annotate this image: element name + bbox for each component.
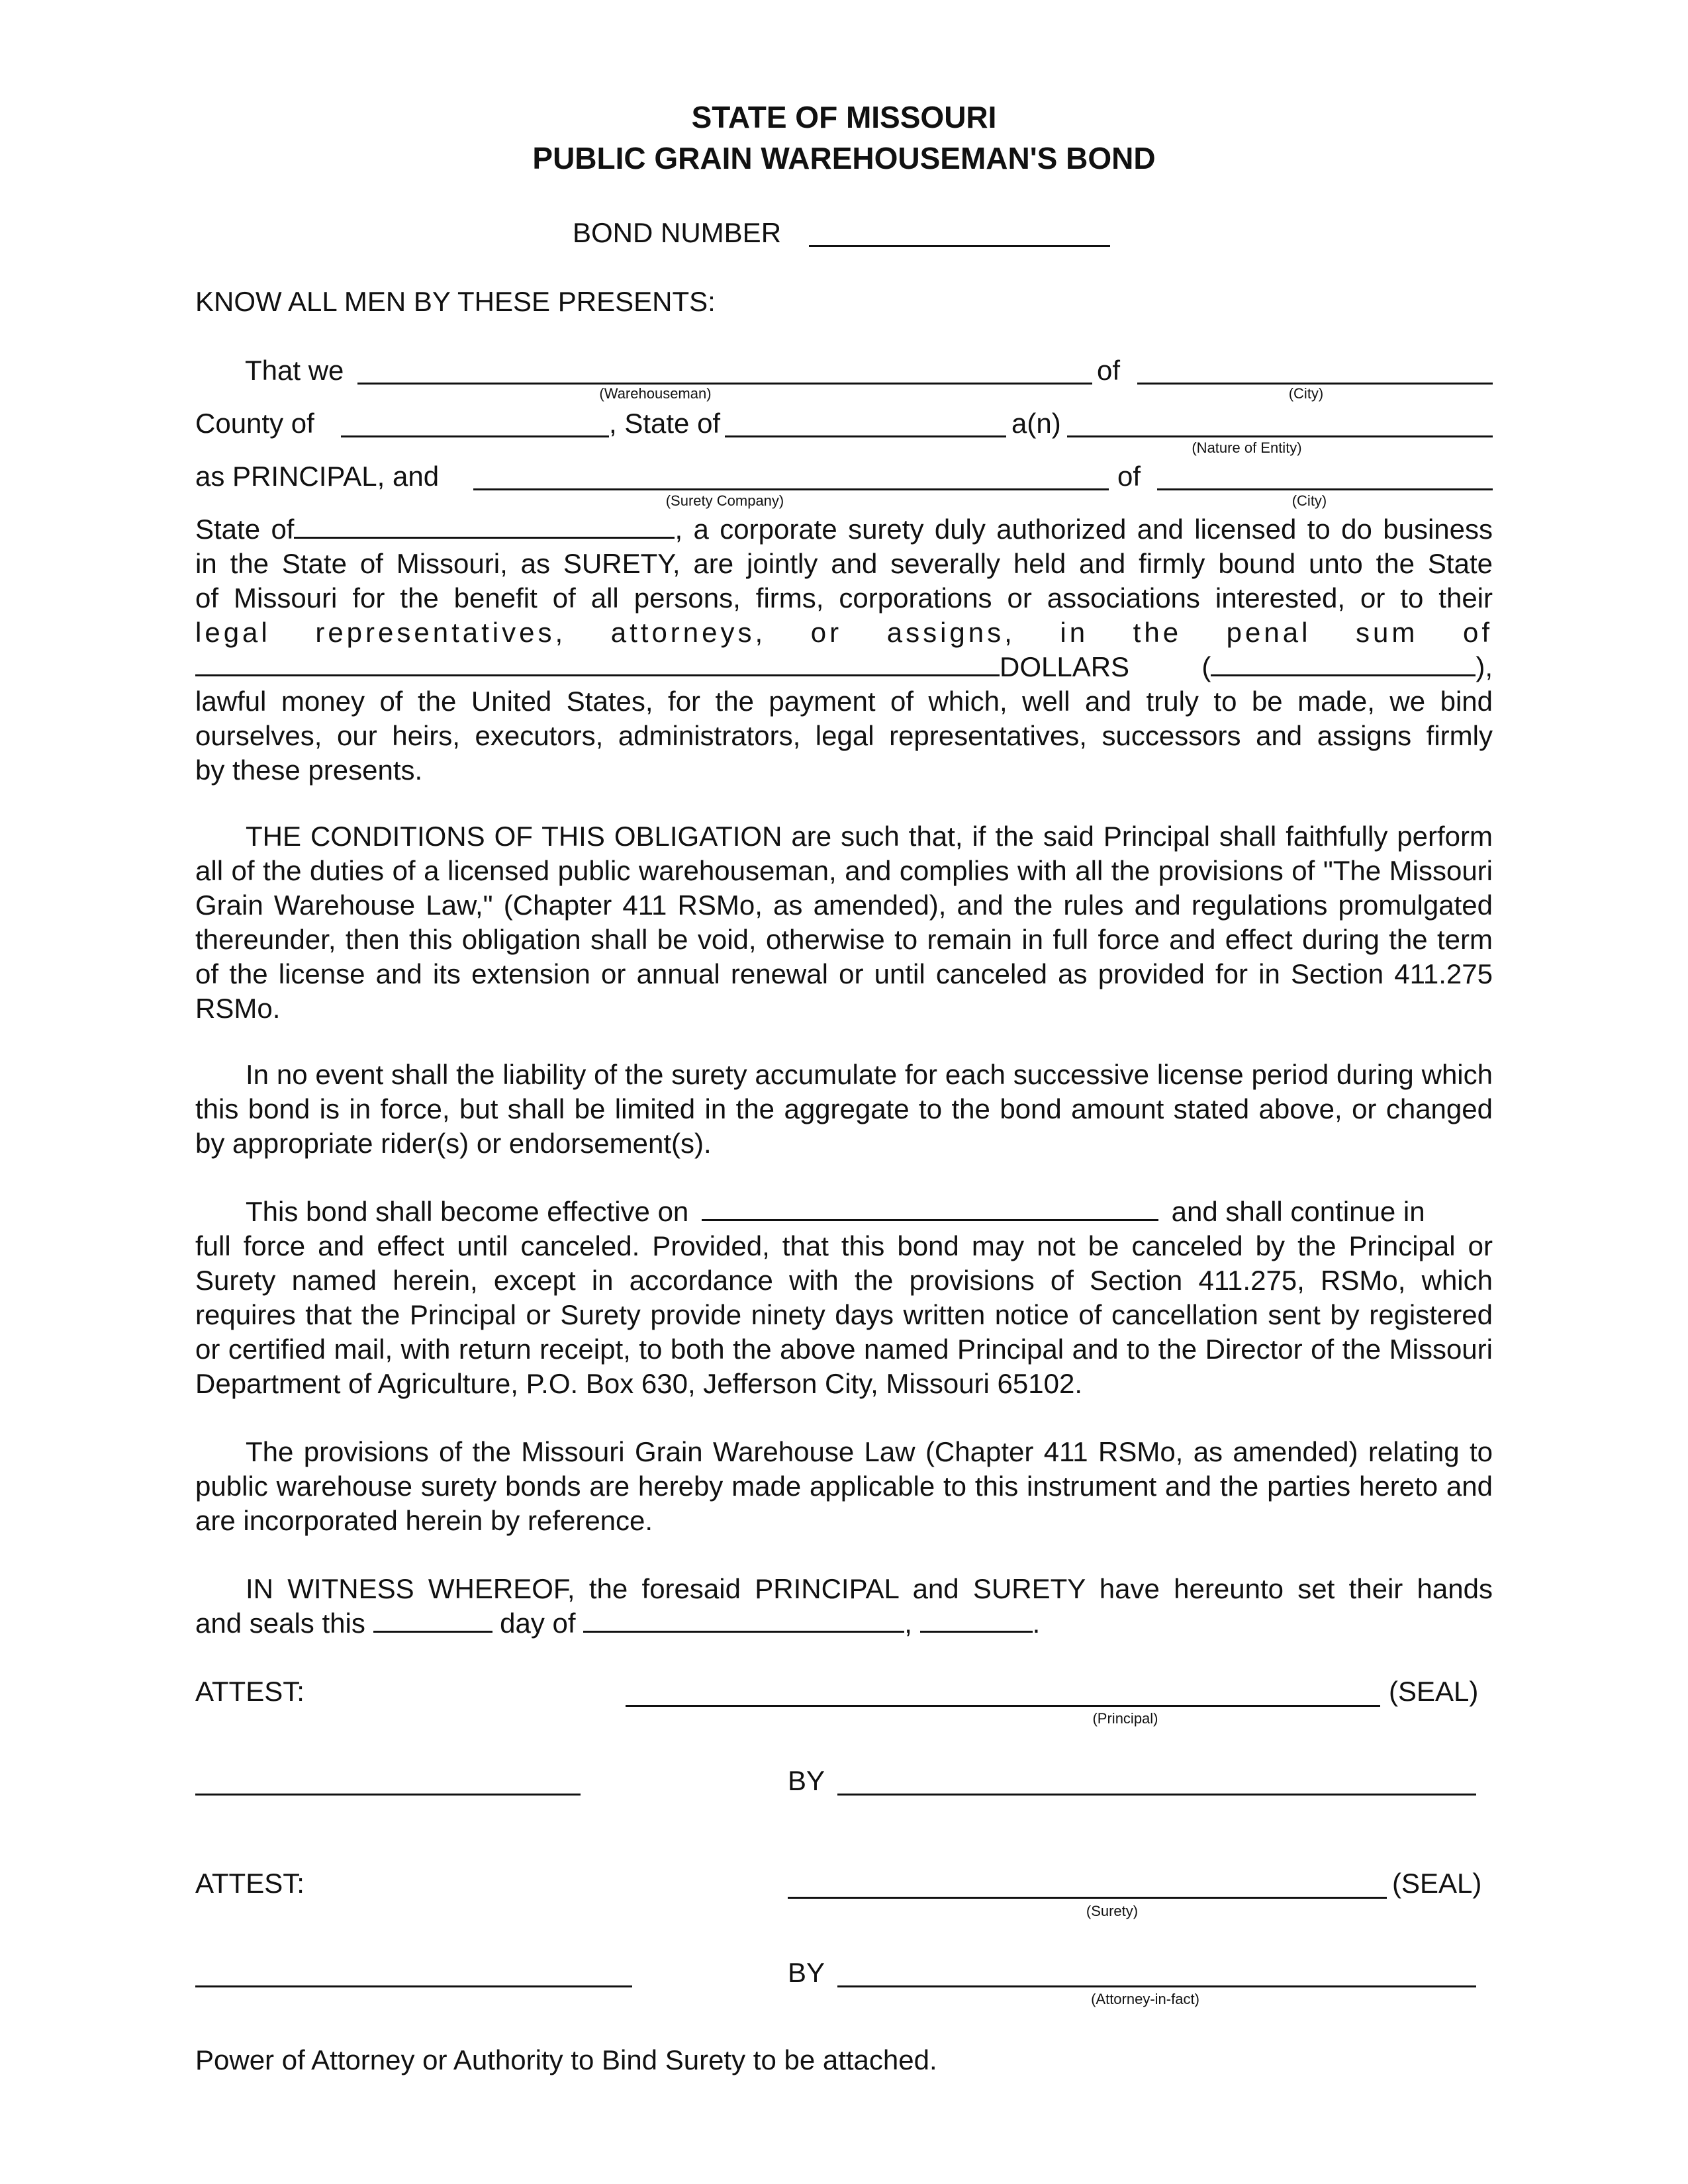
witness-second-line [195,1606,1493,1641]
provisions-paragraph [195,1435,1493,1538]
warehouseman-city-field[interactable] [1137,383,1493,385]
seal-label-2: (SEAL) [1392,1868,1482,1899]
dollars-label: DOLLARS ( [1000,651,1211,682]
county-field[interactable] [341,435,609,437]
attest-label-2: ATTEST: [195,1868,305,1899]
effective-first-line [195,1195,1493,1229]
city-caption-1: (City) [1288,385,1324,402]
bond-number-label: BOND NUMBER [573,217,782,248]
surety-signature-field[interactable] [788,1897,1387,1899]
witness-paragraph [195,1572,1493,1641]
surety-caption: (Surety) [1086,1903,1139,1919]
principal-caption: (Principal) [1092,1710,1158,1727]
document-subtitle: PUBLIC GRAIN WAREHOUSEMAN'S BOND [532,141,1156,175]
continue-label: and shall continue in [1171,1196,1425,1227]
nature-of-entity-field[interactable] [1067,435,1493,437]
intro-line-dollars [195,650,1493,684]
attest-signature-field-2[interactable] [195,1985,632,1987]
conditions-text: THE CONDITIONS OF THIS OBLIGATION are such that, if the said Principal shall faithfully perform all of the duties of a licensed public warehouseman, and complies with all the provisions of "The Missouri Grain Warehouse Law," (Chapter 411 RSMo, as amended), and the rules and regulations promulgated thereunder, then this obligation shall be void, otherwise to remain in full force and effect during the term of the license and its extension or annual renewal or until canceled as provided for in Section 411.275 RSMo. [195,821,1493,1024]
warehouseman-caption: (Warehouseman) [599,385,712,402]
penal-sum-amount-field[interactable] [1211,652,1476,676]
of-label-2: of [1117,461,1141,492]
document-title: STATE OF MISSOURI [691,100,997,134]
effective-label: This bond shall become effective on [246,1196,689,1227]
month-field[interactable] [583,1608,904,1633]
county-of-label: County of [195,408,314,439]
that-we-label: That we [245,355,344,386]
intro-line-g: by these presents. [195,754,423,786]
intro-line-d: legal representatives, attorneys, or assigns, in the penal sum of [195,617,1493,648]
intro-body [195,512,1493,788]
provisions-text: The provisions of the Missouri Grain Warehouse Law (Chapter 411 RSMo, as amended) relating to public warehouse surety bonds are hereby made applicable to this instrument and the parties hereto and are incorporated herein by reference. [195,1436,1493,1536]
principal-by-field[interactable] [837,1794,1476,1796]
witness-period: . [1032,1608,1041,1639]
state-of-label-2: State of [195,514,295,545]
seal-label-1: (SEAL) [1389,1676,1479,1707]
state-of-label-1: , State of [609,408,721,439]
penal-sum-words-field[interactable] [195,652,1000,676]
state-field[interactable] [725,435,1006,437]
surety-state-field[interactable] [294,514,675,539]
power-of-attorney-note: Power of Attorney or Authority to Bind Surety to be attached. [195,2044,937,2075]
intro-line-state [195,512,1493,547]
as-principal-label: as PRINCIPAL, and [195,461,440,492]
intro-heading: KNOW ALL MEN BY THESE PRESENTS: [195,286,716,317]
effective-text: full force and effect until canceled. Provided, that this bond may not be canceled by the Principal or Surety named herein, except in accordance with the provisions of Section 411.275, RSMo, which requires that the Principal or Surety provide ninety days written notice of cancellation sent by registered or certified mail, with return receipt, to both the above named Principal and to the Director of the Missouri Department of Agriculture, P.O. Box 630, Jefferson City, Missouri 65102. [195,1230,1493,1399]
intro-line-f: ourselves, our heirs, executors, administrators, legal representatives, successors and assigns firmly [195,720,1493,751]
liability-paragraph [195,1058,1493,1161]
witness-first-line [195,1572,1493,1606]
day-of-label: day of [500,1608,576,1639]
attest-label-1: ATTEST: [195,1676,305,1707]
attorney-in-fact-field[interactable] [837,1985,1476,1987]
witness-comma: , [904,1608,912,1639]
attorney-caption: (Attorney-in-fact) [1091,1991,1199,2007]
effective-date-field[interactable] [702,1197,1158,1221]
year-field[interactable] [920,1608,1033,1633]
effective-paragraph [195,1195,1493,1401]
principal-signature-field[interactable] [626,1705,1380,1707]
dollars-close: ), [1476,651,1493,682]
intro-line-b: in the State of Missouri, as SURETY, are jointly and severally held and firmly bound unto the State [195,548,1493,579]
nature-of-entity-caption: (Nature of Entity) [1192,439,1302,456]
warehouseman-field[interactable] [357,383,1092,385]
by-label-1: BY [788,1765,825,1796]
witness-text: IN WITNESS WHEREOF, the foresaid PRINCIPAL and SURETY have hereunto set their hands [246,1573,1493,1604]
attest-signature-field-1[interactable] [195,1794,581,1796]
surety-company-caption: (Surety Company) [665,492,784,509]
by-label-2: BY [788,1957,825,1988]
seals-this-label: and seals this [195,1608,365,1639]
of-label-1: of [1097,355,1121,386]
intro-line-e: lawful money of the United States, for the payment of which, well and truly to be made, we bind [195,686,1493,717]
city-caption-2: (City) [1291,492,1327,509]
day-field[interactable] [373,1608,492,1633]
entity-article-label: a(n) [1011,408,1061,439]
conditions-paragraph [195,819,1493,1026]
surety-company-field[interactable] [473,488,1109,490]
liability-text: In no event shall the liability of the surety accumulate for each successive license period during which this bond is in force, but shall be limited in the aggregate to the bond amount stated above, or changed by appropriate rider(s) or endorsement(s). [195,1059,1493,1159]
intro-line-a: , a corporate surety duly authorized and licensed to do business [675,514,1493,545]
bond-number-field[interactable] [809,245,1110,247]
surety-city-field[interactable] [1157,488,1493,490]
intro-line-c: of Missouri for the benefit of all persons, firms, corporations or associations interested, or to their [195,582,1493,614]
